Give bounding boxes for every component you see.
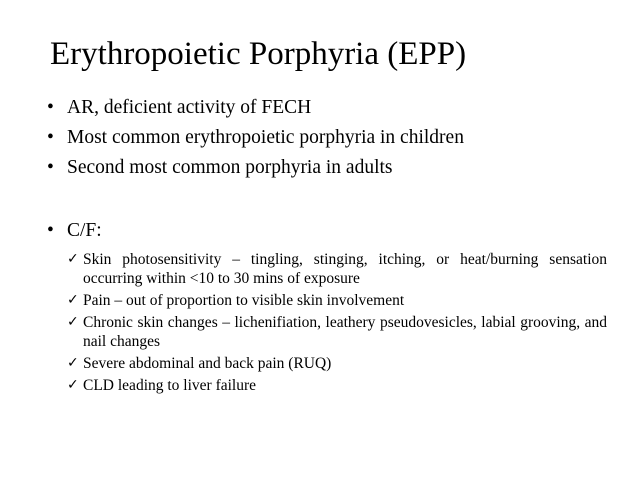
cf-item-text: Chronic skin changes – lichenifiation, leathery pseudovesicles, labial grooving, and nail changes	[83, 314, 607, 350]
bullet-list	[47, 93, 607, 398]
checkmark-icon: ✓	[67, 355, 79, 371]
bullet-text: Most common erythropoietic porphyria in children	[67, 127, 464, 148]
cf-item-text: Severe abdominal and back pain (RUQ)	[83, 355, 332, 372]
bullet-item	[47, 93, 607, 123]
cf-item	[67, 354, 607, 373]
bullet-item-cf	[47, 216, 607, 395]
slide-title: Erythropoietic Porphyria (EPP)	[50, 36, 467, 72]
bullet-item	[47, 123, 607, 153]
cf-label: C/F:	[67, 220, 102, 241]
cf-item	[67, 291, 607, 310]
checkmark-icon: ✓	[67, 377, 79, 393]
bullet-dot-icon: •	[47, 157, 54, 178]
checkmark-icon: ✓	[67, 251, 79, 267]
bullet-dot-icon: •	[47, 220, 54, 241]
checkmark-icon: ✓	[67, 314, 79, 330]
cf-item	[67, 250, 607, 288]
cf-item-text: Pain – out of proportion to visible skin involvement	[83, 292, 405, 309]
bullet-text: Second most common porphyria in adults	[67, 157, 393, 178]
bullet-dot-icon: •	[47, 97, 54, 118]
checkmark-icon: ✓	[67, 292, 79, 308]
bullet-text: AR, deficient activity of FECH	[67, 97, 312, 118]
cf-item-text: Skin photosensitivity – tingling, stinging, itching, or heat/burning sensation occurring within <10 to 30 mins of exposure	[83, 251, 607, 287]
cf-item-text: CLD leading to liver failure	[83, 377, 257, 394]
bullet-dot-icon: •	[47, 127, 54, 148]
cf-sublist	[67, 250, 607, 395]
cf-item	[67, 376, 607, 395]
cf-item	[67, 313, 607, 351]
bullet-item	[47, 153, 607, 183]
